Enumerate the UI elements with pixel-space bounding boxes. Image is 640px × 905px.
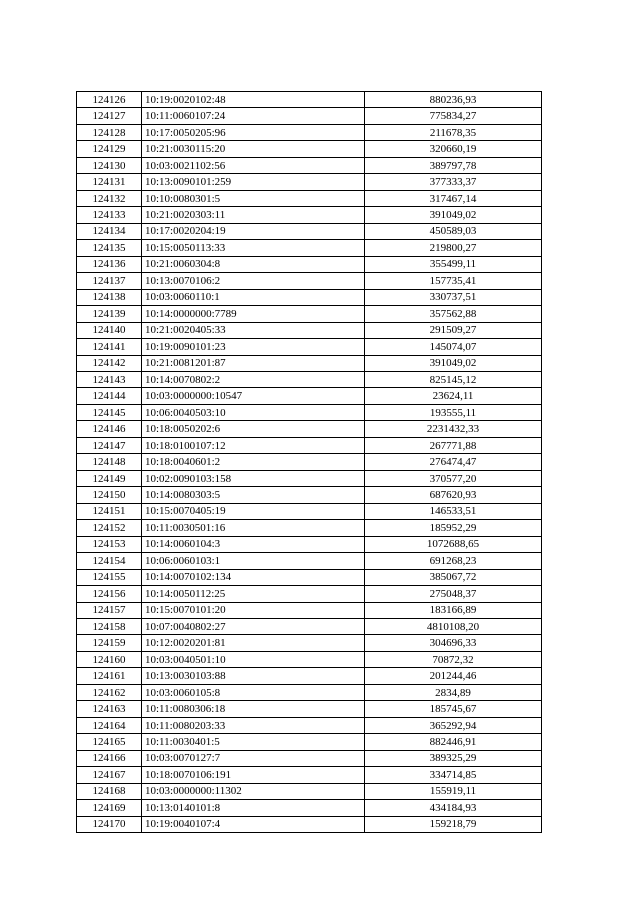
row-id-cell: 124152 — [77, 520, 142, 536]
value-cell: 193555,11 — [365, 404, 542, 420]
cadastral-number-cell: 10:19:0090101:23 — [142, 339, 365, 355]
table-row — [77, 437, 542, 453]
cadastral-number-cell: 10:13:0140101:8 — [142, 800, 365, 816]
value-cell: 157735,41 — [365, 273, 542, 289]
value-cell: 159218,79 — [365, 816, 542, 832]
value-cell: 23624,11 — [365, 388, 542, 404]
row-id-cell: 124166 — [77, 750, 142, 766]
row-id-cell: 124162 — [77, 684, 142, 700]
table-row — [77, 684, 542, 700]
value-cell: 330737,51 — [365, 289, 542, 305]
row-id-cell: 124145 — [77, 404, 142, 420]
table-row — [77, 800, 542, 816]
table-row — [77, 273, 542, 289]
value-cell: 434184,93 — [365, 800, 542, 816]
table-row — [77, 470, 542, 486]
table-row — [77, 767, 542, 783]
value-cell: 276474,47 — [365, 454, 542, 470]
cadastral-number-cell: 10:11:0080203:33 — [142, 717, 365, 733]
value-cell: 304696,33 — [365, 635, 542, 651]
table-row — [77, 569, 542, 585]
row-id-cell: 124164 — [77, 717, 142, 733]
table-row — [77, 223, 542, 239]
row-id-cell: 124129 — [77, 141, 142, 157]
value-cell: 183166,89 — [365, 602, 542, 618]
table-row — [77, 602, 542, 618]
row-id-cell: 124154 — [77, 553, 142, 569]
table-row — [77, 816, 542, 832]
cadastral-number-cell: 10:21:0030115:20 — [142, 141, 365, 157]
cadastral-number-cell: 10:13:0070106:2 — [142, 273, 365, 289]
row-id-cell: 124151 — [77, 503, 142, 519]
row-id-cell: 124137 — [77, 273, 142, 289]
row-id-cell: 124131 — [77, 174, 142, 190]
table-body — [77, 92, 542, 833]
row-id-cell: 124143 — [77, 371, 142, 387]
table-row — [77, 306, 542, 322]
table-row — [77, 454, 542, 470]
value-cell: 391049,02 — [365, 355, 542, 371]
row-id-cell: 124146 — [77, 421, 142, 437]
table-row — [77, 553, 542, 569]
cadastral-number-cell: 10:11:0030401:5 — [142, 734, 365, 750]
value-cell: 211678,35 — [365, 124, 542, 140]
row-id-cell: 124150 — [77, 487, 142, 503]
cadastral-number-cell: 10:03:0060110:1 — [142, 289, 365, 305]
cadastral-number-cell: 10:11:0060107:24 — [142, 108, 365, 124]
value-cell: 185952,29 — [365, 520, 542, 536]
cadastral-number-cell: 10:14:0070802:2 — [142, 371, 365, 387]
row-id-cell: 124153 — [77, 536, 142, 552]
table-row — [77, 157, 542, 173]
value-cell: 219800,27 — [365, 240, 542, 256]
table-row — [77, 190, 542, 206]
row-id-cell: 124135 — [77, 240, 142, 256]
cadastral-number-cell: 10:07:0040802:27 — [142, 619, 365, 635]
table-row — [77, 256, 542, 272]
row-id-cell: 124159 — [77, 635, 142, 651]
cadastral-number-cell: 10:11:0080306:18 — [142, 701, 365, 717]
value-cell: 389797,78 — [365, 157, 542, 173]
cadastral-number-cell: 10:15:0050113:33 — [142, 240, 365, 256]
cadastral-number-cell: 10:03:0000000:10547 — [142, 388, 365, 404]
row-id-cell: 124133 — [77, 207, 142, 223]
value-cell: 882446,91 — [365, 734, 542, 750]
row-id-cell: 124163 — [77, 701, 142, 717]
row-id-cell: 124160 — [77, 651, 142, 667]
cadastral-number-cell: 10:13:0030103:88 — [142, 668, 365, 684]
cadastral-number-cell: 10:03:0021102:56 — [142, 157, 365, 173]
table-row — [77, 651, 542, 667]
table-row — [77, 668, 542, 684]
row-id-cell: 124136 — [77, 256, 142, 272]
value-cell: 775834,27 — [365, 108, 542, 124]
table-row — [77, 339, 542, 355]
table-row — [77, 322, 542, 338]
row-id-cell: 124140 — [77, 322, 142, 338]
cadastral-number-cell: 10:18:0040601:2 — [142, 454, 365, 470]
row-id-cell: 124157 — [77, 602, 142, 618]
cadastral-number-cell: 10:21:0020405:33 — [142, 322, 365, 338]
value-cell: 334714,85 — [365, 767, 542, 783]
row-id-cell: 124139 — [77, 306, 142, 322]
cadastral-number-cell: 10:06:0060103:1 — [142, 553, 365, 569]
value-cell: 370577,20 — [365, 470, 542, 486]
value-cell: 1072688,65 — [365, 536, 542, 552]
row-id-cell: 124148 — [77, 454, 142, 470]
cadastral-number-cell: 10:18:0100107:12 — [142, 437, 365, 453]
table-row — [77, 371, 542, 387]
table-row — [77, 503, 542, 519]
row-id-cell: 124161 — [77, 668, 142, 684]
row-id-cell: 124168 — [77, 783, 142, 799]
cadastral-number-cell: 10:14:0050112:25 — [142, 586, 365, 602]
table-row — [77, 619, 542, 635]
value-cell: 201244,46 — [365, 668, 542, 684]
cadastral-number-cell: 10:19:0020102:48 — [142, 92, 365, 108]
value-cell: 389325,29 — [365, 750, 542, 766]
cadastral-number-cell: 10:18:0070106:191 — [142, 767, 365, 783]
cadastral-number-cell: 10:18:0050202:6 — [142, 421, 365, 437]
value-cell: 70872,32 — [365, 651, 542, 667]
cadastral-number-cell: 10:03:0040501:10 — [142, 651, 365, 667]
cadastral-number-cell: 10:06:0040503:10 — [142, 404, 365, 420]
value-cell: 320660,19 — [365, 141, 542, 157]
cadastral-number-cell: 10:15:0070405:19 — [142, 503, 365, 519]
table-row — [77, 421, 542, 437]
cadastral-number-cell: 10:03:0070127:7 — [142, 750, 365, 766]
value-cell: 357562,88 — [365, 306, 542, 322]
value-cell: 450589,03 — [365, 223, 542, 239]
row-id-cell: 124170 — [77, 816, 142, 832]
value-cell: 317467,14 — [365, 190, 542, 206]
table-row — [77, 487, 542, 503]
row-id-cell: 124167 — [77, 767, 142, 783]
value-cell: 365292,94 — [365, 717, 542, 733]
value-cell: 2834,89 — [365, 684, 542, 700]
table-row — [77, 536, 542, 552]
table-row — [77, 404, 542, 420]
row-id-cell: 124155 — [77, 569, 142, 585]
row-id-cell: 124134 — [77, 223, 142, 239]
table-row — [77, 141, 542, 157]
table-row — [77, 108, 542, 124]
value-cell: 185745,67 — [365, 701, 542, 717]
table-row — [77, 289, 542, 305]
row-id-cell: 124128 — [77, 124, 142, 140]
value-cell: 377333,37 — [365, 174, 542, 190]
table-row — [77, 124, 542, 140]
table-row — [77, 750, 542, 766]
value-cell: 267771,88 — [365, 437, 542, 453]
value-cell: 825145,12 — [365, 371, 542, 387]
cadastral-number-cell: 10:12:0020201:81 — [142, 635, 365, 651]
cadastral-number-cell: 10:15:0070101:20 — [142, 602, 365, 618]
value-cell: 691268,23 — [365, 553, 542, 569]
cadastral-number-cell: 10:21:0060304:8 — [142, 256, 365, 272]
row-id-cell: 124142 — [77, 355, 142, 371]
value-cell: 145074,07 — [365, 339, 542, 355]
cadastral-number-cell: 10:21:0081201:87 — [142, 355, 365, 371]
row-id-cell: 124147 — [77, 437, 142, 453]
row-id-cell: 124156 — [77, 586, 142, 602]
row-id-cell: 124130 — [77, 157, 142, 173]
row-id-cell: 124138 — [77, 289, 142, 305]
cadastral-number-cell: 10:14:0070102:134 — [142, 569, 365, 585]
value-cell: 275048,37 — [365, 586, 542, 602]
row-id-cell: 124141 — [77, 339, 142, 355]
cadastral-number-cell: 10:03:0000000:11302 — [142, 783, 365, 799]
value-cell: 291509,27 — [365, 322, 542, 338]
value-cell: 4810108,20 — [365, 619, 542, 635]
cadastral-number-cell: 10:17:0050205:96 — [142, 124, 365, 140]
value-cell: 880236,93 — [365, 92, 542, 108]
row-id-cell: 124144 — [77, 388, 142, 404]
table-row — [77, 586, 542, 602]
table-row — [77, 207, 542, 223]
cadastral-number-cell: 10:14:0000000:7789 — [142, 306, 365, 322]
value-cell: 355499,11 — [365, 256, 542, 272]
value-cell: 146533,51 — [365, 503, 542, 519]
row-id-cell: 124127 — [77, 108, 142, 124]
value-cell: 2231432,33 — [365, 421, 542, 437]
table-row — [77, 174, 542, 190]
row-id-cell: 124165 — [77, 734, 142, 750]
cadastral-number-cell: 10:14:0060104:3 — [142, 536, 365, 552]
table-row — [77, 92, 542, 108]
cadastral-number-cell: 10:19:0040107:4 — [142, 816, 365, 832]
cadastral-number-cell: 10:17:0020204:19 — [142, 223, 365, 239]
cadastral-number-cell: 10:11:0030501:16 — [142, 520, 365, 536]
table-row — [77, 734, 542, 750]
table-row — [77, 717, 542, 733]
row-id-cell: 124158 — [77, 619, 142, 635]
row-id-cell: 124169 — [77, 800, 142, 816]
cadastral-number-cell: 10:03:0060105:8 — [142, 684, 365, 700]
cadastral-number-cell: 10:14:0080303:5 — [142, 487, 365, 503]
data-table — [76, 91, 542, 833]
value-cell: 385067,72 — [365, 569, 542, 585]
row-id-cell: 124126 — [77, 92, 142, 108]
row-id-cell: 124149 — [77, 470, 142, 486]
cadastral-number-cell: 10:10:0080301:5 — [142, 190, 365, 206]
row-id-cell: 124132 — [77, 190, 142, 206]
table-row — [77, 701, 542, 717]
cadastral-number-cell: 10:21:0020303:11 — [142, 207, 365, 223]
table-row — [77, 783, 542, 799]
value-cell: 155919,11 — [365, 783, 542, 799]
cadastral-number-cell: 10:02:0090103:158 — [142, 470, 365, 486]
table-row — [77, 520, 542, 536]
table-row — [77, 635, 542, 651]
value-cell: 391049,02 — [365, 207, 542, 223]
cadastral-number-cell: 10:13:0090101:259 — [142, 174, 365, 190]
table-row — [77, 388, 542, 404]
value-cell: 687620,93 — [365, 487, 542, 503]
table-row — [77, 240, 542, 256]
table-row — [77, 355, 542, 371]
